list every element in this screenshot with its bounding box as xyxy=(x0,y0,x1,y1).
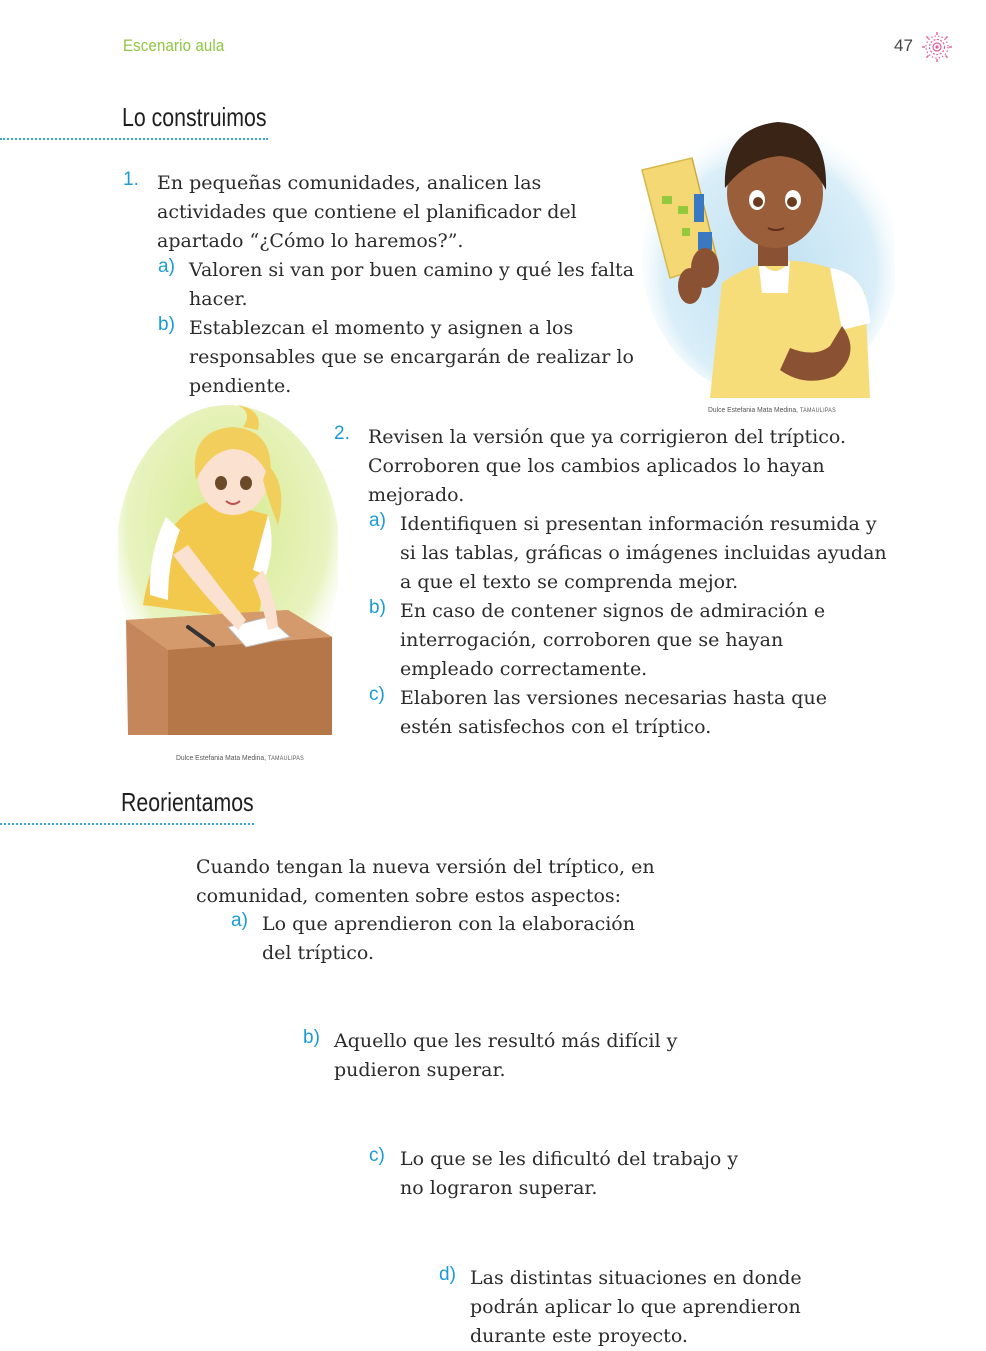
item-letter: b) xyxy=(158,314,175,335)
item-number: 1. xyxy=(123,169,139,190)
item-text: Lo que aprendieron con la elaboración del tríptico. xyxy=(262,913,635,964)
illustration-credit: Dulce Estefania Mata Medina, TAMAULIPAS xyxy=(176,753,305,762)
item-letter: c) xyxy=(369,1145,385,1166)
item-letter: d) xyxy=(439,1264,456,1285)
activity-2 xyxy=(334,423,893,742)
item-text: En pequeñas comunidades, analicen las actividades que contiene el planificador del apartado “¿Cómo lo haremos?”. xyxy=(157,172,577,252)
item-letter: a) xyxy=(158,256,175,277)
item-letter: a) xyxy=(231,910,248,931)
item-letter: b) xyxy=(369,597,386,618)
item-text: Las distintas situaciones en donde podrán aplicar lo que aprendieron durante este proyecto. xyxy=(470,1267,802,1347)
reflection-item-a xyxy=(231,910,662,968)
running-header: Escenario aula xyxy=(123,36,225,55)
item-text: Establezcan el momento y asignen a los responsables que se encargarán de realizar lo pendiente. xyxy=(189,317,634,397)
item-letter: a) xyxy=(369,510,386,531)
illustration-boy-reading-triptych xyxy=(630,108,895,398)
mandala-ornament-icon xyxy=(921,31,953,63)
item-text: Revisen la versión que ya corrigieron del tríptico. Corroboren que los cambios aplicados lo hayan mejorado. xyxy=(368,426,847,506)
page-number: 47 xyxy=(894,36,913,55)
item-text: Aquello que les resultó más difícil y pudieron superar. xyxy=(334,1030,678,1081)
item-text: Elaboren las versiones necesarias hasta que estén satisfechos con el tríptico. xyxy=(400,687,827,738)
reflection-item-c xyxy=(369,1145,750,1203)
item-text: Lo que se les dificultó del trabajo y no lograron superar. xyxy=(400,1148,739,1199)
illustration-girl-folding-triptych xyxy=(118,405,338,745)
item-number: 2. xyxy=(334,423,350,444)
item-letter: c) xyxy=(369,684,385,705)
item-text: Identifiquen si presentan información resumida y si las tablas, gráficas o imágenes incluidas ayudan a que el texto se comprenda mejor. xyxy=(400,513,887,593)
section-title-lo-construimos: Lo construimos xyxy=(122,102,267,132)
item-text: En caso de contener signos de admiración e interrogación, corroboren que se hayan empleado correctamente. xyxy=(400,600,826,680)
item-text: Valoren si van por buen camino y qué les falta hacer. xyxy=(189,259,635,310)
illustration-credit: Dulce Estefania Mata Medina, TAMAULIPAS xyxy=(708,405,837,414)
section-divider xyxy=(0,823,254,825)
reflection-item-d xyxy=(439,1264,840,1351)
reflection-item-b xyxy=(303,1027,714,1085)
item-letter: b) xyxy=(303,1027,320,1048)
section-title-reorientamos: Reorientamos xyxy=(121,787,254,817)
section-intro: Cuando tengan la nueva versión del tríptico, en comunidad, comenten sobre estos aspectos: xyxy=(196,856,655,907)
section-divider xyxy=(0,138,268,140)
activity-1 xyxy=(123,169,637,401)
